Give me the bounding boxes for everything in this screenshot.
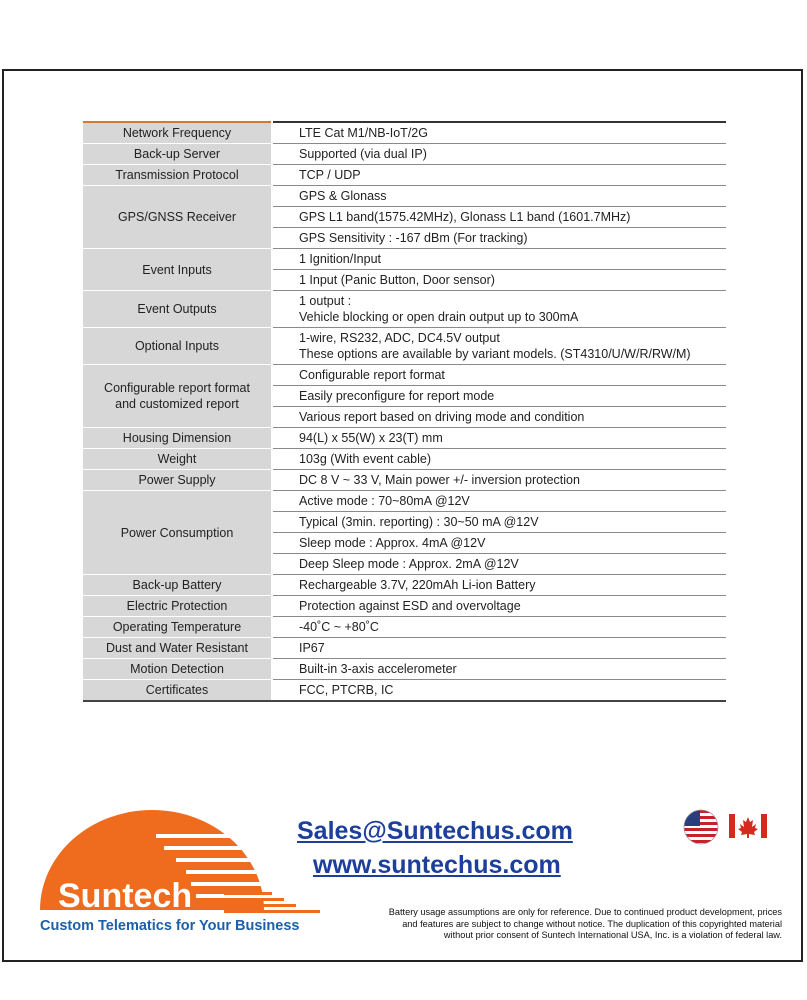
spec-label: Housing Dimension: [83, 428, 272, 449]
spec-value: 1 output : Vehicle blocking or open drain output up to 300mA: [272, 291, 726, 328]
spec-label: Operating Temperature: [83, 617, 272, 638]
spec-value: 1 Input (Panic Button, Door sensor): [272, 270, 726, 291]
disclaimer-line: without prior consent of Suntech International USA, Inc. is a violation of federal law.: [443, 930, 782, 940]
spec-label: Weight: [83, 449, 272, 470]
spec-table: [83, 121, 726, 702]
us-flag-icon: [683, 809, 719, 845]
spec-value: 1-wire, RS232, ADC, DC4.5V output These options are available by variant models. (ST4310/U/W/R/RW/M): [272, 328, 726, 365]
spec-label: Back-up Battery: [83, 575, 272, 596]
spec-row: [83, 680, 726, 702]
spec-value: 94(L) x 55(W) x 23(T) mm: [272, 428, 726, 449]
spec-value: GPS L1 band(1575.42MHz), Glonass L1 band (1601.7MHz): [272, 207, 726, 228]
spec-label: Optional Inputs: [83, 328, 272, 365]
spec-value: Sleep mode : Approx. 4mA @12V: [272, 533, 726, 554]
spec-value: GPS Sensitivity : -167 dBm (For tracking): [272, 228, 726, 249]
spec-row: [83, 165, 726, 186]
suntech-logo: [36, 806, 326, 936]
spec-value: GPS & Glonass: [272, 186, 726, 207]
spec-label: Network Frequency: [83, 122, 272, 144]
disclaimer-line: and features are subject to change without notice. The duplication of this copyrighted material: [402, 918, 782, 929]
spec-label: GPS/GNSS Receiver: [83, 186, 272, 249]
website-link[interactable]: www.suntechus.com: [313, 851, 561, 879]
spec-value: Supported (via dual IP): [272, 144, 726, 165]
spec-value: Protection against ESD and overvoltage: [272, 596, 726, 617]
spec-label: Motion Detection: [83, 659, 272, 680]
spec-value: Active mode : 70~80mA @12V: [272, 491, 726, 512]
spec-label: Back-up Server: [83, 144, 272, 165]
spec-row: [83, 291, 726, 328]
spec-value: 1 Ignition/Input: [272, 249, 726, 270]
spec-value: FCC, PTCRB, IC: [272, 680, 726, 702]
spec-value: Configurable report format: [272, 365, 726, 386]
spec-label: Certificates: [83, 680, 272, 702]
disclaimer-line: Battery usage assumptions are only for reference. Due to continued product development, prices: [388, 907, 782, 917]
canada-flag-icon: [729, 814, 767, 838]
spec-value: Rechargeable 3.7V, 220mAh Li-ion Battery: [272, 575, 726, 596]
spec-row: [83, 596, 726, 617]
sales-email-link[interactable]: Sales@Suntechus.com: [297, 817, 573, 845]
spec-row: [83, 328, 726, 365]
spec-label: Dust and Water Resistant: [83, 638, 272, 659]
spec-row: [83, 449, 726, 470]
spec-value: IP67: [272, 638, 726, 659]
spec-value: -40˚C ~ +80˚C: [272, 617, 726, 638]
spec-label: Electric Protection: [83, 596, 272, 617]
spec-row: [83, 638, 726, 659]
spec-row: [83, 617, 726, 638]
flags: [683, 809, 773, 845]
spec-row: [83, 428, 726, 449]
spec-row: [83, 491, 726, 512]
spec-label: Event Inputs: [83, 249, 272, 291]
spec-row: [83, 186, 726, 207]
brand-name: Suntech: [58, 877, 193, 915]
spec-label: Event Outputs: [83, 291, 272, 328]
spec-label: Power Supply: [83, 470, 272, 491]
spec-label: Power Consumption: [83, 491, 272, 575]
spec-value: Easily preconfigure for report mode: [272, 386, 726, 407]
spec-value: DC 8 V ~ 33 V, Main power +/- inversion protection: [272, 470, 726, 491]
spec-value: TCP / UDP: [272, 165, 726, 186]
spec-row: [83, 249, 726, 270]
spec-value: Various report based on driving mode and condition: [272, 407, 726, 428]
disclaimer: [332, 907, 782, 942]
spec-table-body: [83, 122, 726, 701]
spec-row: [83, 575, 726, 596]
spec-row: [83, 470, 726, 491]
spec-value: Deep Sleep mode : Approx. 2mA @12V: [272, 554, 726, 575]
spec-value: LTE Cat M1/NB-IoT/2G: [272, 122, 726, 144]
spec-value: Built-in 3-axis accelerometer: [272, 659, 726, 680]
spec-value: 103g (With event cable): [272, 449, 726, 470]
spec-value: Typical (3min. reporting) : 30~50 mA @12V: [272, 512, 726, 533]
spec-row: [83, 659, 726, 680]
spec-row: [83, 365, 726, 386]
spec-label: Configurable report format and customized report: [83, 365, 272, 428]
brand-tagline: Custom Telematics for Your Business: [40, 918, 300, 934]
spec-row: [83, 122, 726, 144]
spec-row: [83, 144, 726, 165]
spec-label: Transmission Protocol: [83, 165, 272, 186]
